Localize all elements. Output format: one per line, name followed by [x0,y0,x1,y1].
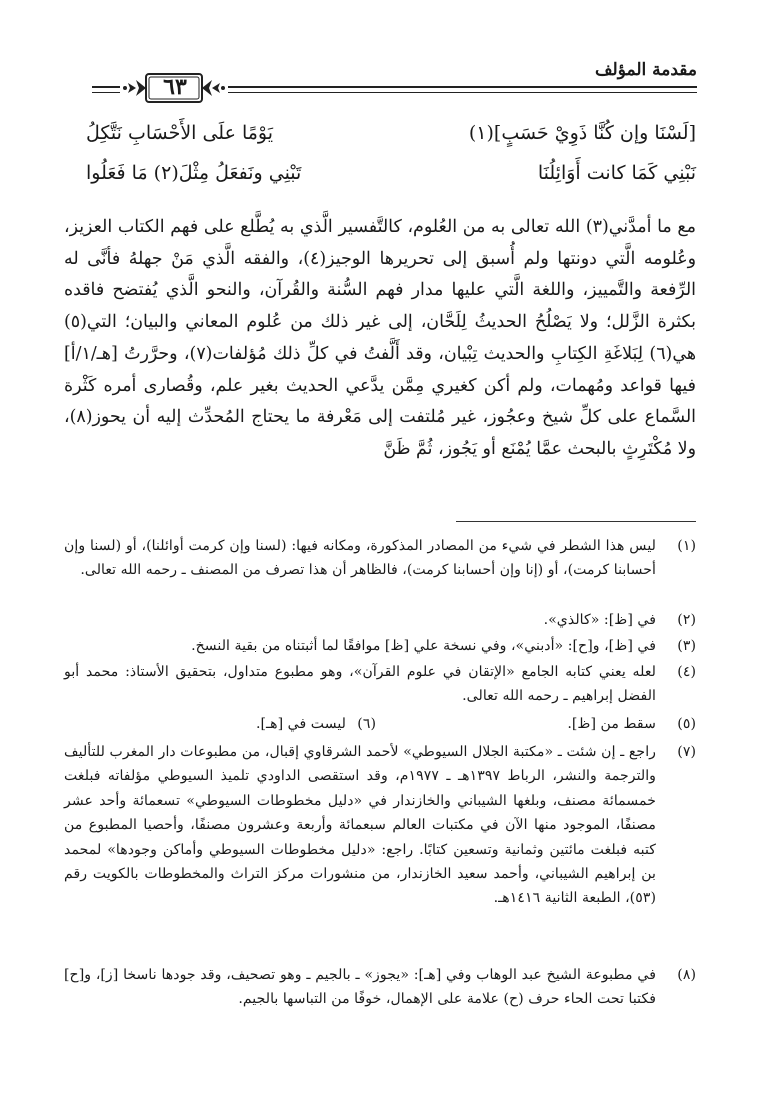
footnote-text: في [ظ]: «كالذي». [543,612,656,628]
footnote-text: لعله يعني كتابه الجامع «الإتقان في علوم القرآن»، وهو مطبوع متداول، بتحقيق الأستاذ: محمد أبو الفضل إبراهيم ـ رحمه الله تعالى. [64,664,656,705]
header-rule-left-thin [92,92,120,93]
running-header-title: مقدمة المؤلف [594,60,697,80]
footnote-number: (٨) [677,967,696,983]
footnote-number: (٧) [677,744,696,760]
footnote-text: ليست في [هـ]. [255,716,346,732]
footnote-number: (٥) [677,716,696,732]
verse-2-second-hemistich: تَبْنِي ونَفعَلُ مِثْلَ(٢) مَا فَعَلُوا [86,162,302,184]
footnote-text: ليس هذا الشطر في شيء من المصادر المذكورة، ومكانه فيها: (لسنا وإن كرمت أوائلنا)، أو (لسنا وإن أحسابنا كرمت)، أو (إنا وإن أحسابنا كرمت)، فالظاهر أن هذا تصرف من المصنف ـ رحمه الله تعالى. [64,538,656,579]
footnote-1 [64,534,696,583]
verse-1-second-hemistich: يَوْمًا علَى الأَحْسَابِ نَتَّكِلُ [86,122,274,144]
footnote-7 [64,740,696,911]
body-paragraph: مع ما أمدَّني(٣) الله تعالى به من العُلوم، كالتَّفسير الَّذي به يُطَّلع على فهم الكتاب العزيز، وعُلومه الَّتي دونتها ولم أُسبق إلى تحريرها الوجيز(٤)، والفقه الَّذي مَنْ جهلهُ فأنَّى له الرِّفعة والتَّمييز، واللغة الَّتي عليها مدار فهم السُّنة والقُرآن، والنحو الَّذي يُفتضح فاقده بكثرة الزَّلل؛ ولا يَصْلُحُ الحديثُ لِلَحَّان، إلى غير ذلك من عُلوم المعاني والبيان؛ التي(٥) هي(٦) لِبَلاغَةِ الكِتابِ والحديث تِبْيان، وقد أَلَّفتُ في كلِّ ذلك مُؤلفات(٧)، وحرَّرتُ [هـ/١/أ] فيها قواعد ومُهمات، ولم أكن كغيري مِمَّن يدَّعي الحديث بغير علم، وقُصارى أمره كَثْرة السَّماع على كلِّ شيخ وعجُوز، غير مُلتفت إلى مَعْرفة ما يحتاج المُحدِّث إليه أن يحوز(٨)، ولا مُكْتَرِثٍ بالبحث عمَّا يُمْنَع أو يَجُوز، ثُمَّ ظَنَّ [64,217,696,459]
header-rule [228,86,697,88]
footnote-number: (٤) [677,664,696,680]
footnote-8 [64,963,696,1012]
footnote-text: سقط من [ظ]. [567,716,656,732]
footnote-number: (١) [677,538,696,554]
footnote-3 [64,634,696,658]
footnote-number: (٣) [677,638,696,654]
footnote-4 [64,660,696,709]
header-rule-left [92,86,120,88]
footnote-separator [456,521,696,522]
footnote-number: (٢) [677,612,696,628]
verse-1-first-hemistich: [لَسْنَا وإن كُنَّا ذَوِيْ حَسَبٍ](١) [468,122,696,144]
footnote-text: في مطبوعة الشيخ عبد الوهاب وفي [هـ]: «يجوز» ـ بالجيم ـ وهو تصحيف، وقد جودها ناسخا [ز]، و[ح] فكتبا تحت الحاء حرف (ح) علامة على الإهمال، خوفًا من التباسها بالجيم. [64,967,656,1008]
footnote-text: راجع ـ إن شئت ـ «مكتبة الجلال السيوطي» لأحمد الشرقاوي إقبال، من مطبوعات دار المغرب للتأليف والترجمة والنشر، الرباط ١٣٩٧هـ ـ ١٩٧٧م، وقد استقصى الداودي تلميذ السيوطي مؤلفاته فبلغت خمسمائة مصنف، وبلغها الشيباني والخازندار في «دليل مخطوطات السيوطي» تسعمائة وأحد عشر مصنفًا، الموجود منها الآن في مكتبات العالم سبعمائة وأربعة وعشرون مصنفًا، وأحصيا المطبوع من كتبه فبلغت مائتين وثمانية وتسعين كتابًا. راجع: «دليل مخطوطات السيوطي وأماكن وجودها» لمحمد بن إبراهيم الشيباني، وأحمد سعيد الخازندار، من منشورات مركز التراث والمخطوطات بالكويت رقم (٥٣)، الطبعة الثانية ١٤١٦هـ. [64,744,656,907]
verse-2-first-hemistich: نَبْنِي كَمَا كانت أَوَائِلُنَا [537,162,696,184]
page-number: ٦٣ [163,74,187,100]
footnote-text: في [ظ]، و[ح]: «أدبني»، وفي نسخة علي [ظ] موافقًا لما أثبتناه من بقية النسخ. [191,638,656,654]
header-rule-thin [228,92,697,93]
footnote-number: (٦) [357,716,376,732]
main-body-text [64,212,696,466]
